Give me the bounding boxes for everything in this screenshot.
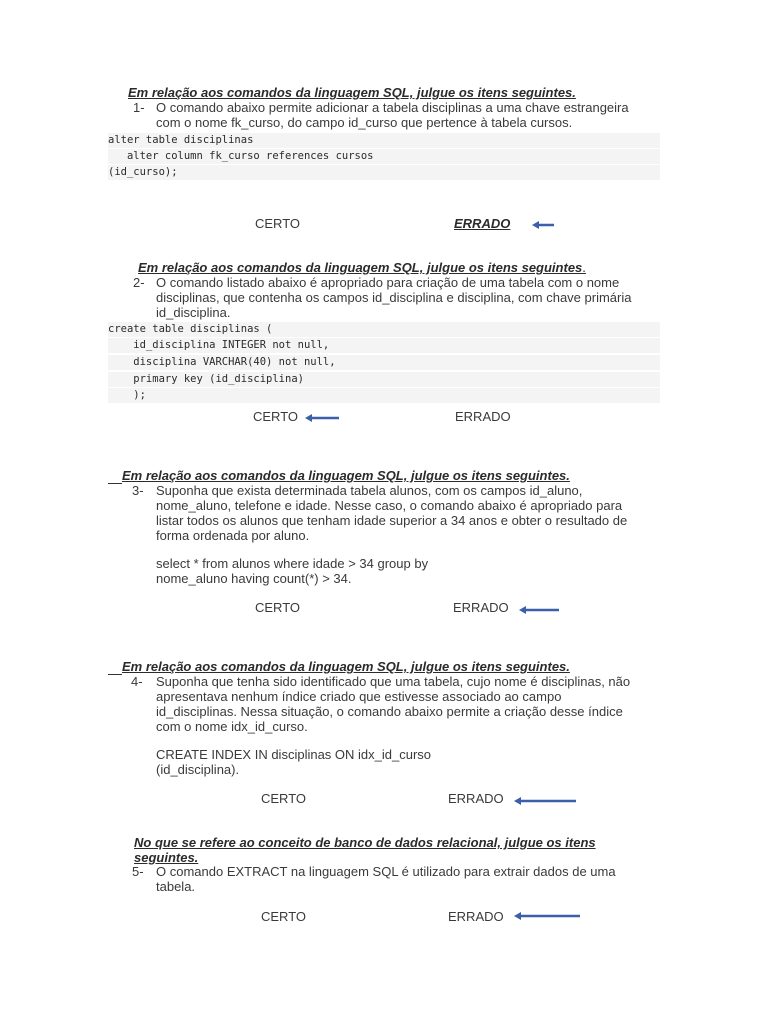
q2-code-line: disciplina VARCHAR(40) not null,	[108, 355, 660, 370]
q2-code-line: );	[108, 388, 660, 403]
q3-errado-option[interactable]: ERRADO	[453, 600, 509, 615]
q4-text	[156, 674, 630, 734]
q1-text	[156, 100, 629, 130]
q5-number: 5-	[132, 864, 144, 879]
q2-text	[156, 275, 631, 320]
q2-text-line: O comando listado abaixo é apropriado para criação de uma tabela com o nome	[156, 275, 620, 290]
q2-number: 2-	[133, 275, 145, 290]
q5-text-line: tabela.	[156, 879, 196, 894]
q3-text-line: Suponha que exista determinada tabela alunos, com os campos id_aluno,	[156, 483, 583, 498]
q2-code-line: create table disciplinas (	[108, 322, 660, 337]
q3-text-line: listar todos os alunos que tenham idade superior a 34 anos e obter o resultado de	[156, 513, 628, 528]
q1-certo-option[interactable]: CERTO	[255, 216, 301, 231]
left-arrow-icon	[514, 910, 582, 922]
q5-heading-line: No que se refere ao conceito de banco de dados relacional, julgue os itens	[134, 835, 596, 850]
q5-heading-line: seguintes.	[134, 850, 199, 865]
q5-certo-option[interactable]: CERTO	[261, 909, 307, 924]
q2-certo-option[interactable]: CERTO	[253, 409, 299, 424]
q5-heading	[134, 835, 596, 865]
q4-heading: Em relação aos comandos da linguagem SQL, julgue os itens seguintes.	[122, 659, 570, 674]
q2-code-line: primary key (id_disciplina)	[108, 372, 660, 387]
q2-heading-text: Em relação aos comandos da linguagem SQL, julgue os itens seguintes	[138, 260, 583, 275]
q4-code-line: CREATE INDEX IN disciplinas ON idx_id_curso	[156, 747, 432, 762]
q5-text-line: O comando EXTRACT na linguagem SQL é utilizado para extrair dados de uma	[156, 864, 616, 879]
q3-code-line: nome_aluno having count(*) > 34.	[156, 571, 352, 586]
q4-code	[156, 747, 431, 777]
left-arrow-icon	[305, 412, 341, 424]
q1-number: 1-	[133, 100, 145, 115]
heading-underline	[108, 483, 122, 484]
q4-errado-option[interactable]: ERRADO	[448, 791, 504, 806]
q1-text-line: com o nome fk_curso, do campo id_curso que pertence à tabela cursos.	[156, 115, 573, 130]
heading-underline	[108, 674, 122, 675]
q4-certo-option[interactable]: CERTO	[261, 791, 307, 806]
q5-errado-option[interactable]: ERRADO	[448, 909, 504, 924]
q1-text-line: O comando abaixo permite adicionar a tabela disciplinas a uma chave estrangeira	[156, 100, 629, 115]
q4-text-line: com o nome idx_id_curso.	[156, 719, 308, 734]
q3-text-line: nome_aluno, telefone e idade. Nesse caso, o comando abaixo é apropriado para	[156, 498, 623, 513]
q1-heading: Em relação aos comandos da linguagem SQL, julgue os itens seguintes.	[128, 85, 576, 100]
q3-code-line: select * from alunos where idade > 34 group by	[156, 556, 429, 571]
q4-text-line: id_disciplinas. Nessa situação, o comando abaixo permite a criação desse índice	[156, 704, 623, 719]
q2-text-line: id_disciplina.	[156, 305, 231, 320]
q4-code-line: (id_disciplina).	[156, 762, 240, 777]
q5-text	[156, 864, 616, 894]
left-arrow-icon	[532, 219, 556, 231]
q2-heading	[138, 260, 586, 275]
left-arrow-icon	[519, 604, 561, 616]
q3-code	[156, 556, 428, 586]
q1-code-line: alter table disciplinas	[108, 133, 660, 148]
q1-errado-option[interactable]: ERRADO	[454, 216, 511, 231]
q4-text-line: apresentava nenhum índice criado que estivesse associado ao campo	[156, 689, 562, 704]
q4-text-line: Suponha que tenha sido identificado que uma tabela, cujo nome é disciplinas, não	[156, 674, 631, 689]
q2-errado-option[interactable]: ERRADO	[455, 409, 511, 424]
q4-number: 4-	[131, 674, 143, 689]
q3-text	[156, 483, 627, 543]
q1-code-line: alter column fk_curso references cursos	[108, 149, 660, 164]
q3-number: 3-	[132, 483, 144, 498]
q1-code-line: (id_curso);	[108, 165, 660, 180]
q2-code-line: id_disciplina INTEGER not null,	[108, 338, 660, 353]
left-arrow-icon	[514, 795, 578, 807]
q3-text-line: forma ordenada por aluno.	[156, 528, 310, 543]
q3-certo-option[interactable]: CERTO	[255, 600, 301, 615]
q2-text-line: disciplinas, que contenha os campos id_disciplina e disciplina, com chave primária	[156, 290, 632, 305]
q3-heading: Em relação aos comandos da linguagem SQL, julgue os itens seguintes.	[122, 468, 570, 483]
q2-heading-dot: .	[582, 260, 586, 275]
